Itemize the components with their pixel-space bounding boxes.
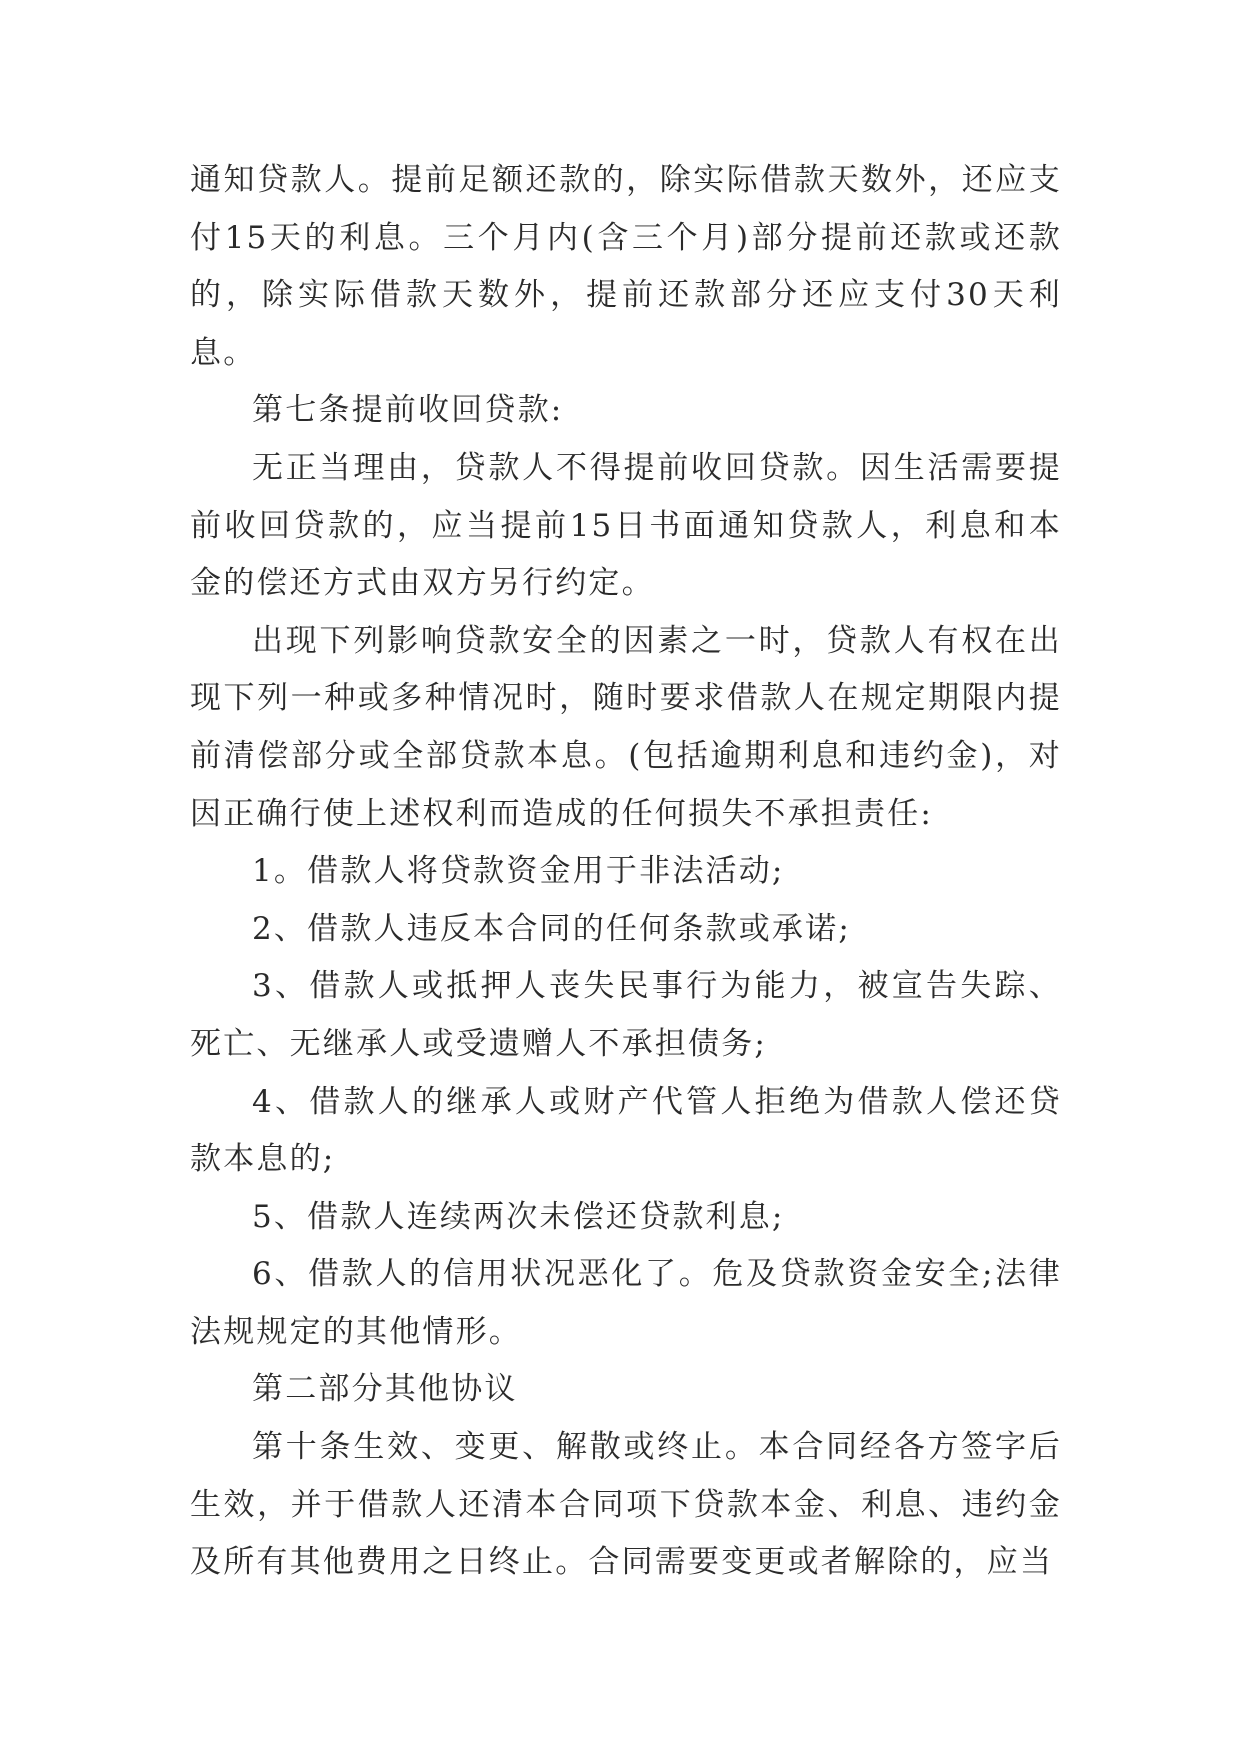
paragraph-article-7-heading: 第七条提前收回贷款: — [252, 392, 564, 429]
paragraph-early-repayment-continued: 通知贷款人。提前足额还款的，除实际借款天数外，还应支付15天的利息。三个月内(含三个月)部分提前还款或还款的，除实际借款天数外，提前还款部分还应支付30天利息。 — [190, 162, 1062, 371]
list-item-3: 3、借款人或抵押人丧失民事行为能力，被宣告失踪、死亡、无继承人或受遗赠人不承担债务; — [190, 968, 1062, 1062]
document-body — [190, 152, 1062, 1592]
paragraph-no-early-recall: 无正当理由，贷款人不得提前收回贷款。因生活需要提前收回贷款的，应当提前15日书面通知贷款人，利息和本金的偿还方式由双方另行约定。 — [190, 449, 1062, 602]
list-item-2: 2、借款人违反本合同的任何条款或承诺; — [252, 910, 851, 947]
list-item-5: 5、借款人连续两次未偿还贷款利息; — [252, 1198, 785, 1235]
list-item-4: 4、借款人的继承人或财产代管人拒绝为借款人偿还贷款本息的; — [190, 1083, 1062, 1178]
list-item-1: 1。借款人将贷款资金用于非法活动; — [252, 853, 785, 890]
paragraph-loan-safety-factors: 出现下列影响贷款安全的因素之一时，贷款人有权在出现下列一种或多种情况时，随时要求借款人在规定期限内提前清偿部分或全部贷款本息。(包括逾期利息和违约金)，对因正确行使上述权利而造成的任何损失不承担责任: — [190, 622, 1062, 832]
list-item-6: 6、借款人的信用状况恶化了。危及贷款资金安全;法律法规规定的其他情形。 — [190, 1256, 1062, 1350]
paragraph-part-2-heading: 第二部分其他协议 — [252, 1371, 518, 1408]
paragraph-article-10: 第十条生效、变更、解散或终止。本合同经各方签字后生效，并于借款人还清本合同项下贷款本金、利息、违约金及所有其他费用之日终止。合同需要变更或者解除的，应当 — [190, 1429, 1062, 1581]
